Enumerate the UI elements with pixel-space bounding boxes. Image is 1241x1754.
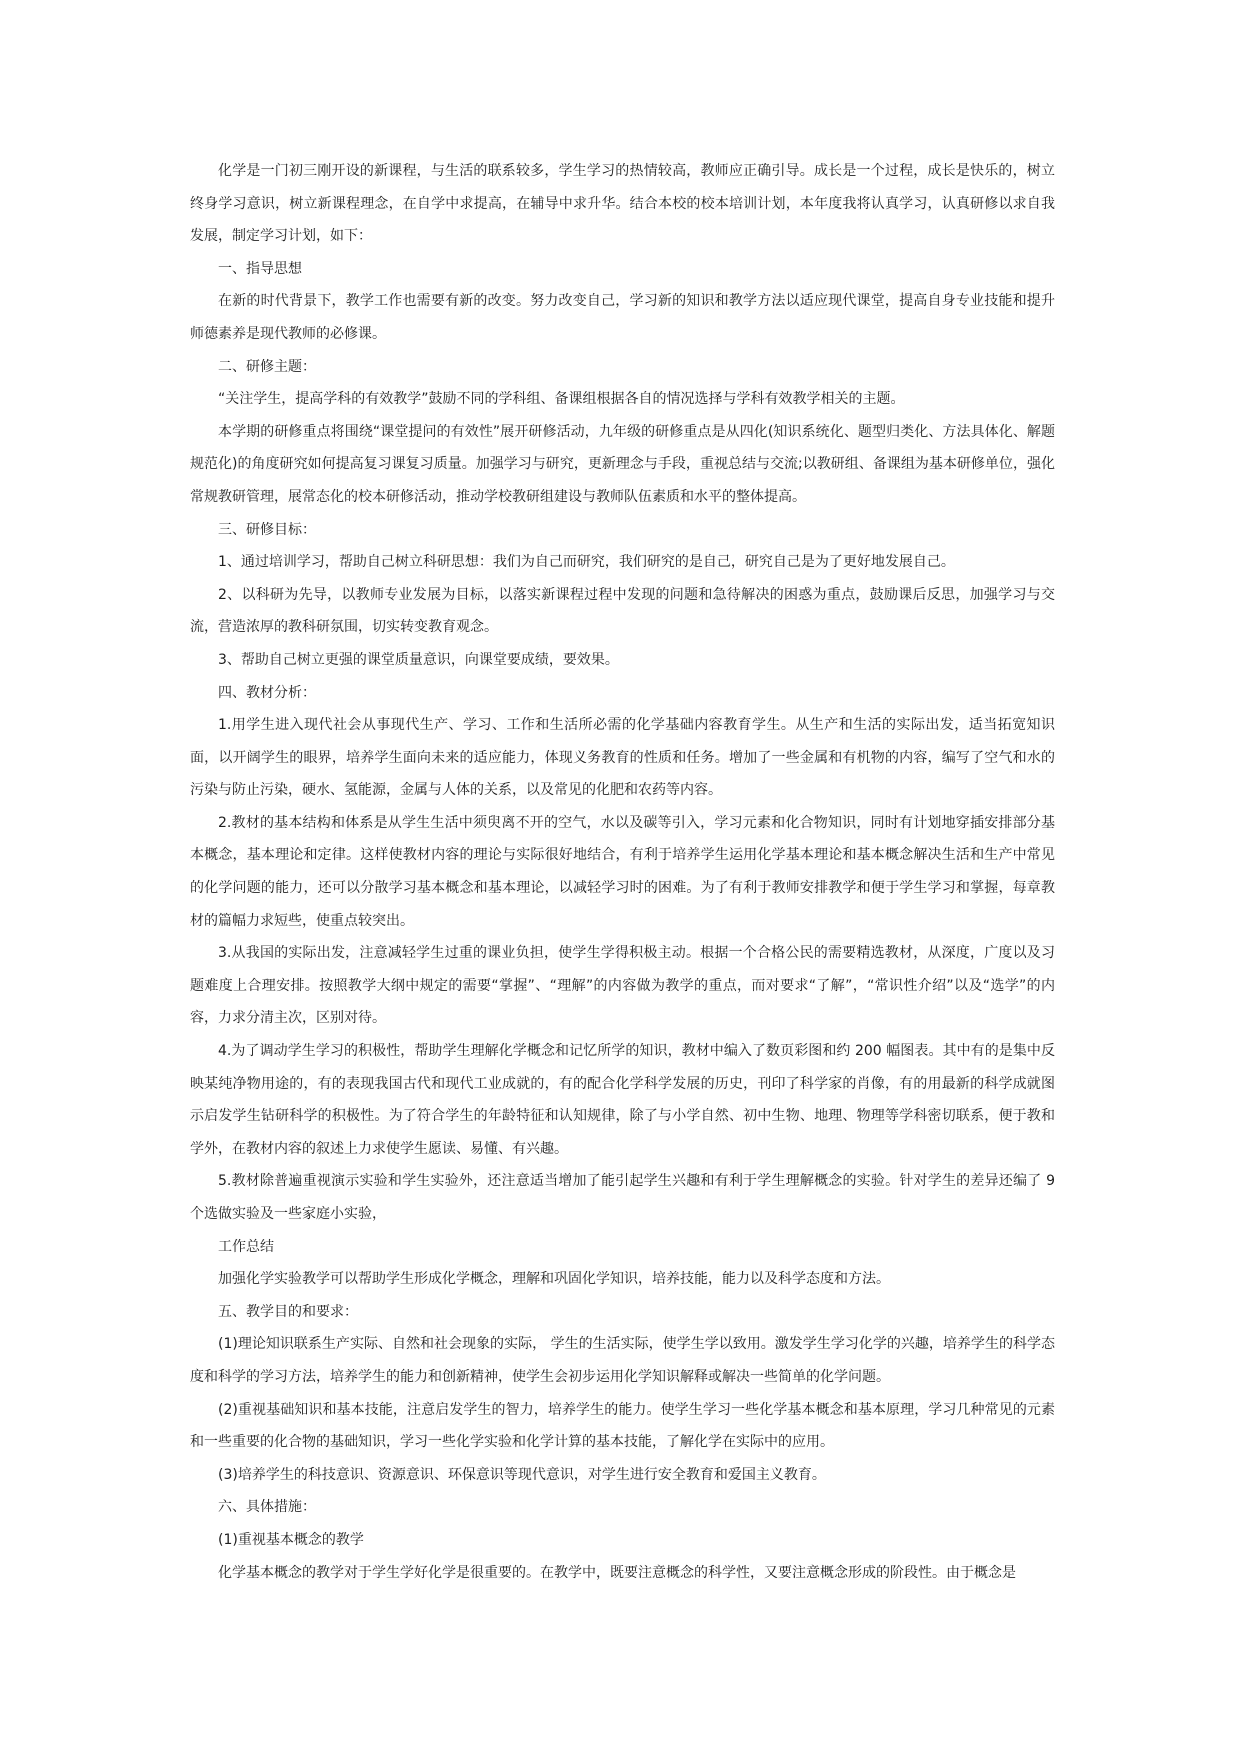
analysis-item-1: 1.用学生进入现代社会从事现代生产、学习、工作和生活所必需的化学基础内容教育学生。从生产和生活的实际出发，适当拓宽知识面，以开阔学生的眼界，培养学生面向未来的适应能力，体现义务教育的性质和任务。增加了一些金属和有机物的内容，编写了空气和水的污染与防止污染，硬水、氢能源，金属与人体的关系，以及常见的化肥和农药等内容。 [190,717,1055,799]
analysis-item-4: 4.为了调动学生学习的积极性，帮助学生理解化学概念和记忆所学的知识，教材中编入了数页彩图和约 200 幅图表。其中有的是集中反映某纯净物用途的，有的表现我国古代和现代工业成就的，有的配合化学科学发展的历史，刊印了科学家的肖像，有的用最新的科学成就图示启发学生钻研科学的积极性。为了符合学生的年龄特征和认知规律，除了与小学自然、初中生物、地理、物理等学科密切联系，便于教和学外，在教材内容的叙述上力求使学生愿读、易懂、有兴趣。 [190,1043,1055,1157]
section-heading-measures: 六、具体措施： [218,1499,316,1516]
section-heading-research-theme: 二、研修主题： [218,358,316,375]
measure-item-1-paragraph: 化学基本概念的教学对于学生学好化学是很重要的。在教学中，既要注意概念的科学性，又要注意概念形成的阶段性。由于概念是 [218,1564,1016,1581]
teaching-goal-item-3: (3)培养学生的科技意识、资源意识、环保意识等现代意识，对学生进行安全教育和爱国主义教育。 [218,1466,826,1483]
research-theme-paragraph: “关注学生，提高学科的有效教学”鼓励不同的学科组、备课组根据各自的情况选择与学科有效教学相关的主题。 [218,391,905,408]
goal-item-1: 1、通过培训学习，帮助自己树立科研思想：我们为自己而研究，我们研究的是自己，研究自己是为了更好地发展自己。 [218,554,955,571]
analysis-item-3: 3.从我国的实际出发，注意减轻学生过重的课业负担，使学生学得积极主动。根据一个合格公民的需要精选教材，从深度，广度以及习题难度上合理安排。按照教学大纲中规定的需要“掌握”、“理解”的内容做为教学的重点，而对要求“了解”，“常识性介绍”以及“选学”的内容，力求分清主次，区别对待。 [190,945,1055,1027]
goal-item-2: 2、以科研为先导，以教师专业发展为目标，以落实新课程过程中发现的问题和急待解决的困惑为重点，鼓励课后反思，加强学习与交流，营造浓厚的教科研氛围，切实转变教育观念。 [190,586,1055,636]
section-heading-textbook-analysis: 四、教材分析： [218,684,316,701]
section-heading-research-goals: 三、研修目标： [218,521,316,538]
teaching-goal-item-1: (1)理论知识联系生产实际、自然和社会现象的实际， 学生的生活实际，使学生学以致用。激发学生学习化学的兴趣，培养学生的科学态度和科学的学习方法，培养学生的能力和创新精神，使学生会初步运用化学知识解释或解决一些简单的化学问题。 [190,1336,1055,1385]
work-summary-label: 工作总结 [218,1238,274,1255]
analysis-item-5: 5.教材除普遍重视演示实验和学生实验外，还注意适当增加了能引起学生兴趣和有利于学生理解概念的实验。针对学生的差异还编了 9 个选做实验及一些家庭小实验， [190,1173,1055,1222]
work-summary-paragraph: 加强化学实验教学可以帮助学生形成化学概念，理解和巩固化学知识，培养技能，能力以及科学态度和方法。 [218,1271,890,1288]
intro-paragraph: 化学是一门初三刚开设的新课程，与生活的联系较多，学生学习的热情较高，教师应正确引导。成长是一个过程，成长是快乐的，树立终身学习意识，树立新课程理念，在自学中求提高，在辅导中求升华。结合本校的校本培训计划，本年度我将认真学习，认真研修以求自我发展，制定学习计划，如下： [190,163,1055,245]
section-heading-teaching-goals: 五、教学目的和要求： [218,1303,358,1320]
research-focus-paragraph: 本学期的研修重点将围绕“课堂提问的有效性”展开研修活动，九年级的研修重点是从四化(知识系统化、题型归类化、方法具体化、解题规范化)的角度研究如何提高复习课复习质量。加强学习与研究，更新理念与手段，重视总结与交流;以教研组、备课组为基本研修单位，强化常规教研管理，展常态化的校本研修活动，推动学校教研组建设与教师队伍素质和水平的整体提高。 [190,423,1055,505]
teaching-goal-item-2: (2)重视基础知识和基本技能，注意启发学生的智力，培养学生的能力。使学生学习一些化学基本概念和基本原理，学习几种常见的元素和一些重要的化合物的基础知识，学习一些化学实验和化学计算的基本技能，了解化学在实际中的应用。 [190,1401,1055,1451]
document-page [190,155,1055,1589]
analysis-item-2: 2.教材的基本结构和体系是从学生生活中须臾离不开的空气，水以及碳等引入，学习元素和化合物知识，同时有计划地穿插安排部分基本概念，基本理论和定律。这样使教材内容的理论与实际很好地结合，有利于培养学生运用化学基本理论和基本概念解决生活和生产中常见的化学问题的能力，还可以分散学习基本概念和基本理论，以减轻学习时的困难。为了有利于教师安排教学和便于学生学习和掌握，每章教材的篇幅力求短些，使重点较突出。 [190,814,1055,929]
measure-item-1-heading: (1)重视基本概念的教学 [218,1531,364,1548]
goal-item-3: 3、帮助自己树立更强的课堂质量意识，向课堂要成绩，要效果。 [218,651,619,668]
guiding-ideology-paragraph: 在新的时代背景下，教学工作也需要有新的改变。努力改变自己，学习新的知识和教学方法以适应现代课堂，提高自身专业技能和提升师德素养是现代教师的必修课。 [190,293,1055,342]
section-heading-guiding-ideology: 一、指导思想 [218,260,302,277]
